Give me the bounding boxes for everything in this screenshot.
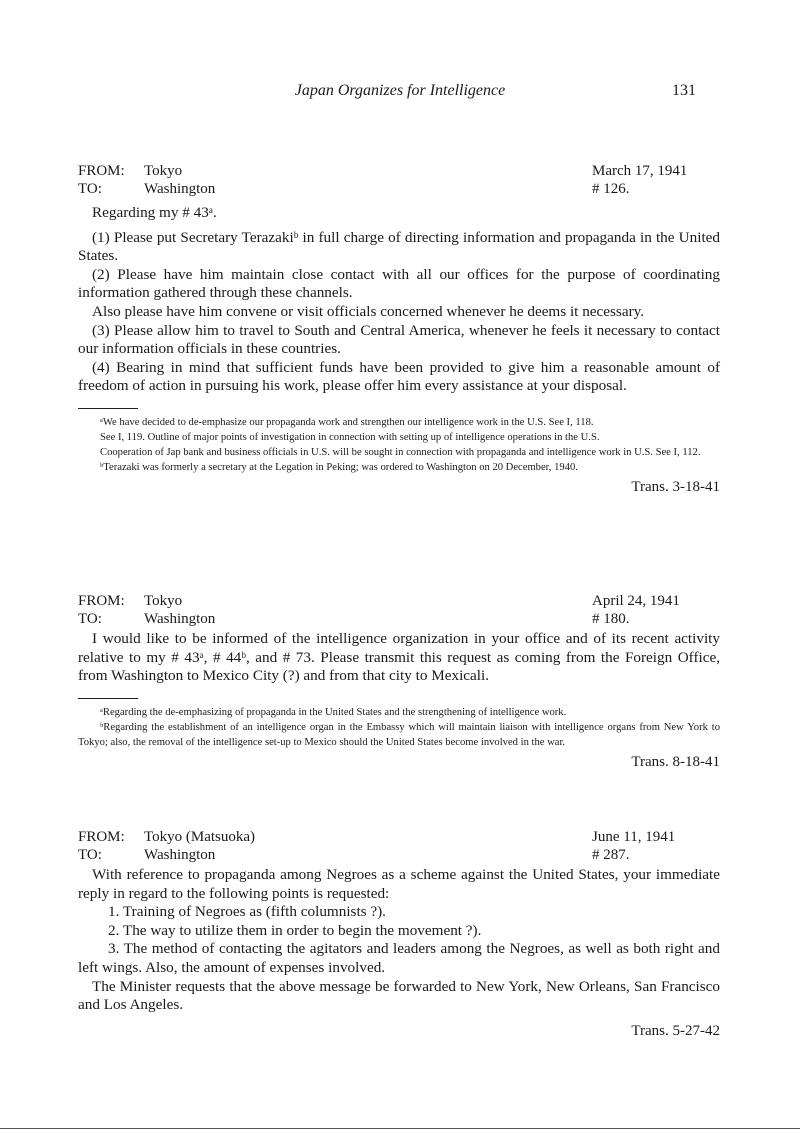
footnote: See I, 119. Outline of major points of investigation in connection with setting up of intelligence operations in the U.S.: [100, 431, 600, 443]
to-label: TO:: [78, 181, 102, 197]
to-value: Washington: [144, 847, 216, 863]
paragraph: I would like to be informed of the intelligence organization in your office and of its recent activity relative to my # 43ᵃ, # 44ᵇ, and # 73. Please transmit this request as coming from the Foreign Office, from Washington to Mexico City (?) and from that city to Mexicali.: [78, 630, 720, 685]
paragraph: (4) Bearing in mind that sufficient funds have been provided to give him a reasonable amount of freedom of action in pursuing his work, please offer him every assistance at your disposal.: [78, 358, 720, 395]
footnote-rule: [78, 408, 138, 409]
paragraph: With reference to propaganda among Negroes as a scheme against the United States, your immediate reply in regard to the following points is requested:: [78, 866, 720, 902]
paragraph: (2) Please have him maintain close contact with all our offices for the purpose of coordinating information gathered through these channels.: [78, 265, 720, 302]
to-value: Washington: [144, 611, 216, 627]
message-header: [78, 828, 720, 866]
message-body: [78, 204, 720, 396]
footnote: ᵃRegarding the de-emphasizing of propaganda in the United States and the strengthening of intelligence work.: [100, 706, 567, 718]
to-label: TO:: [78, 611, 102, 627]
from-label: FROM:: [78, 163, 125, 179]
message-header: [78, 162, 720, 200]
from-value: Tokyo (Matsuoka): [144, 829, 256, 845]
footnote-rule: [78, 698, 138, 699]
footnotes: [78, 415, 720, 475]
page-number: 131: [672, 82, 696, 99]
message-number: # 287.: [592, 847, 630, 863]
page-bottom-edge: [0, 1128, 800, 1129]
message-date: April 24, 1941: [592, 593, 680, 609]
message-3: [78, 828, 720, 1040]
to-label: TO:: [78, 847, 102, 863]
message-2: [78, 592, 720, 771]
list-item: 1. Training of Negroes as (fifth columnists ?).: [108, 903, 386, 921]
from-label: FROM:: [78, 829, 125, 845]
footnotes: [78, 705, 720, 750]
footnote: Cooperation of Jap bank and business officials in U.S. will be sought in connection with propaganda and intelligence work in U.S. See I, 112.: [100, 446, 701, 458]
from-value: Tokyo: [144, 163, 183, 179]
footnote: ᵃWe have decided to de-emphasize our propaganda work and strengthen our intelligence work in the U.S. See I, 118.: [100, 416, 594, 428]
footnote: ᵇTerazaki was formerly a secretary at the Legation in Peking; was ordered to Washington on 20 December, 1940.: [100, 461, 578, 473]
list-item: 2. The way to utilize them in order to begin the movement ?).: [108, 921, 482, 939]
message-1: [78, 162, 720, 496]
paragraph: (1) Please put Secretary Terazakiᵇ in full charge of directing information and propaganda in the United States.: [78, 228, 720, 265]
translation-date: Trans. 8-18-41: [631, 753, 720, 770]
from-value: Tokyo: [144, 593, 183, 609]
message-number: # 126.: [592, 181, 630, 197]
paragraph: Regarding my # 43ᵃ.: [92, 204, 217, 221]
message-body: [78, 630, 720, 686]
paragraph: The Minister requests that the above message be forwarded to New York, New Orleans, San Francisco and Los Angeles.: [78, 977, 720, 1014]
running-title: Japan Organizes for Intelligence: [294, 82, 506, 99]
message-date: June 11, 1941: [592, 829, 676, 845]
to-value: Washington: [144, 181, 216, 197]
message-body: [78, 866, 720, 1015]
from-label: FROM:: [78, 593, 125, 609]
message-date: March 17, 1941: [592, 163, 688, 179]
message-header: [78, 592, 720, 630]
paragraph: (3) Please allow him to travel to South and Central America, whenever he feels it necessary to contact our information officials in these countries.: [78, 321, 720, 358]
list-item: 3. The method of contacting the agitators and leaders among the Negroes, as well as both right and left wings. Also, the amount of expenses involved.: [78, 940, 720, 976]
footnote: ᵇRegarding the establishment of an intelligence organ in the Embassy which will maintain liaison with intelligence organs from New York to Tokyo; also, the removal of the intelligence set-up to Mexico should the United States become involved in the war.: [78, 721, 720, 748]
message-number: # 180.: [592, 611, 630, 627]
translation-date: Trans. 5-27-42: [631, 1022, 720, 1039]
paragraph: Also please have him convene or visit officials concerned whenever he deems it necessary.: [92, 302, 645, 320]
translation-date: Trans. 3-18-41: [631, 478, 720, 495]
